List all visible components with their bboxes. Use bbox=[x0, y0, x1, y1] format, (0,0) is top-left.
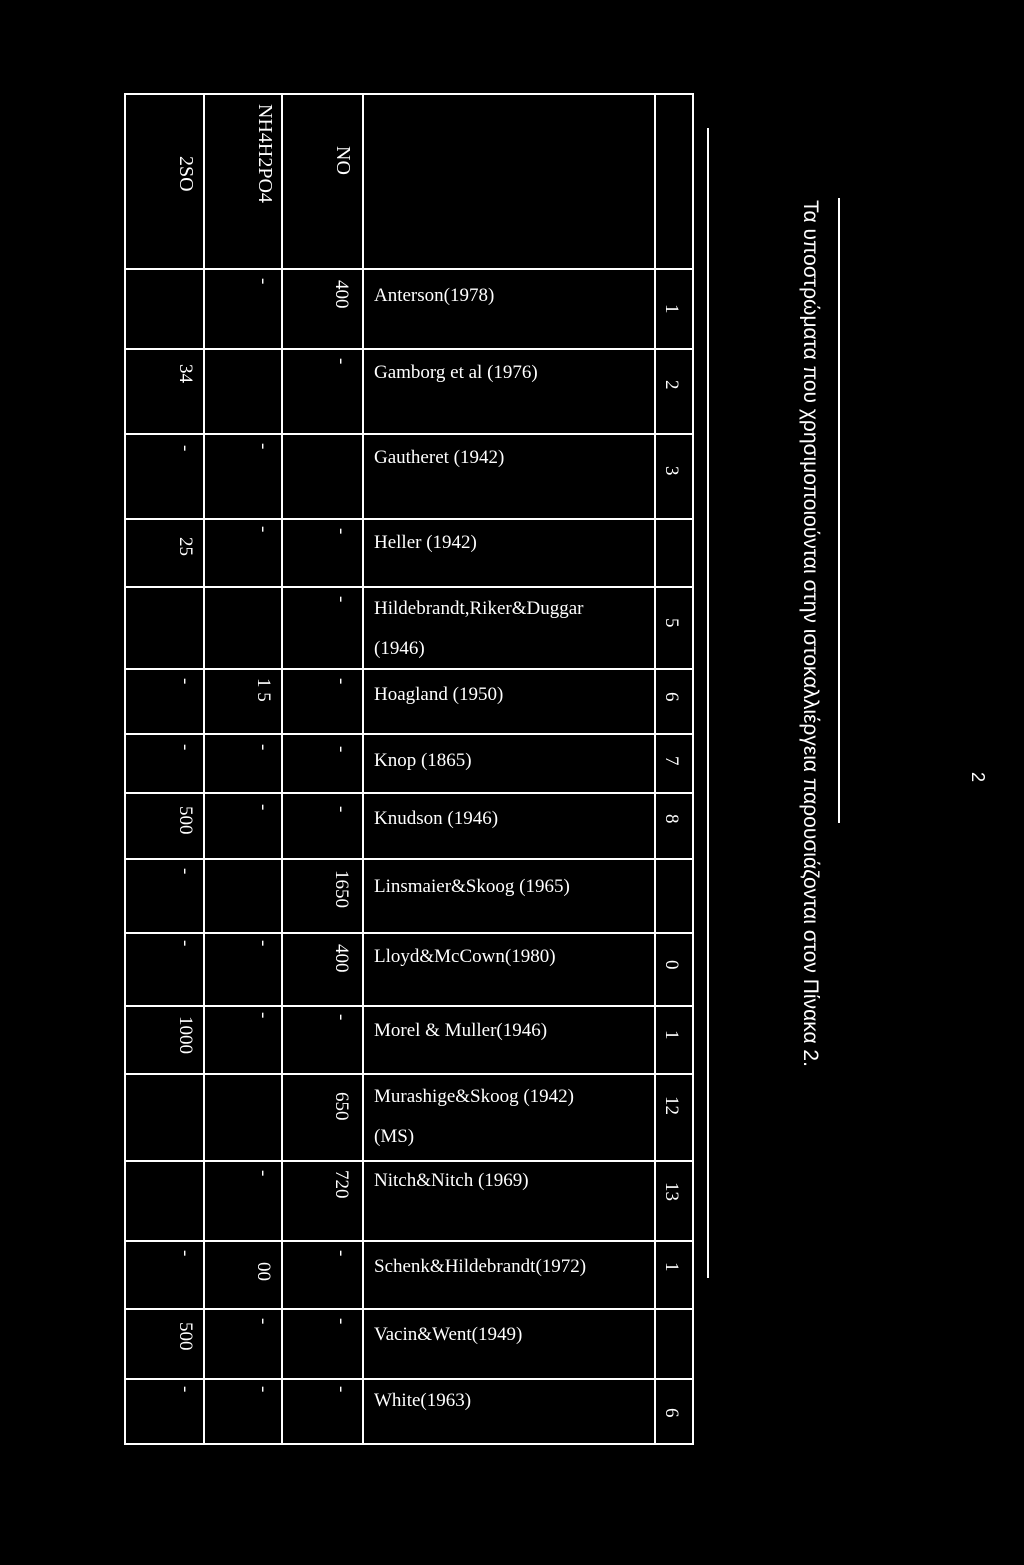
medium-name: Schenk&Hildebrandt(1972) bbox=[374, 1256, 587, 1277]
row-label-no: NO bbox=[332, 146, 354, 175]
value-nh4h2po4: 00 bbox=[253, 1262, 274, 1281]
value-2so: 34 bbox=[175, 364, 196, 383]
row-label-nh4h2po4: NH4H2PO4 bbox=[254, 104, 276, 203]
row-index: 7 bbox=[661, 756, 682, 766]
value-nh4h2po4: - bbox=[253, 744, 274, 751]
value-no: - bbox=[331, 528, 352, 535]
medium-name: Heller (1942) bbox=[374, 532, 477, 553]
medium-name: Lloyd&McCown(1980) bbox=[374, 946, 556, 967]
medium-name: White(1963) bbox=[374, 1390, 472, 1411]
row-line bbox=[124, 1073, 694, 1075]
medium-name: Hoagland (1950) bbox=[374, 684, 504, 705]
row-line bbox=[124, 433, 694, 435]
value-2so: 1000 bbox=[175, 1016, 196, 1054]
row-line bbox=[124, 792, 694, 794]
medium-name: Anterson(1978) bbox=[374, 285, 495, 306]
value-nh4h2po4: - bbox=[253, 940, 274, 947]
value-nh4h2po4: - bbox=[253, 443, 274, 450]
value-2so: - bbox=[175, 1386, 196, 1393]
medium-name: Knop (1865) bbox=[374, 750, 472, 771]
value-no: 1650 bbox=[331, 870, 352, 908]
medium-name-continued: (MS) bbox=[374, 1126, 415, 1147]
value-nh4h2po4: - bbox=[253, 1318, 274, 1325]
value-2so: 500 bbox=[175, 806, 196, 835]
value-no: - bbox=[331, 1014, 352, 1021]
row-index: 6 bbox=[661, 692, 682, 702]
value-2so: - bbox=[175, 744, 196, 751]
value-nh4h2po4: - bbox=[253, 526, 274, 533]
row-index: 2 bbox=[661, 380, 682, 390]
row-index: 0 bbox=[661, 960, 682, 970]
value-no: - bbox=[331, 358, 352, 365]
value-2so: 25 bbox=[175, 537, 196, 556]
value-2so: - bbox=[175, 1250, 196, 1257]
col-line bbox=[362, 93, 364, 1445]
col-line bbox=[654, 93, 656, 1445]
row-line bbox=[124, 1308, 694, 1310]
row-index: 1 bbox=[661, 1030, 682, 1040]
medium-name: Vacin&Went(1949) bbox=[374, 1324, 523, 1345]
value-no: - bbox=[331, 806, 352, 813]
table-side-rule bbox=[707, 128, 709, 1278]
row-index: 1 bbox=[661, 304, 682, 314]
col-line bbox=[281, 93, 283, 1445]
value-2so: - bbox=[175, 678, 196, 685]
col-line bbox=[203, 93, 205, 1445]
value-no: 400 bbox=[331, 280, 352, 309]
row-line bbox=[124, 932, 694, 934]
medium-name: Murashige&Skoog (1942) bbox=[374, 1086, 575, 1107]
page-number: 2 bbox=[968, 772, 988, 783]
value-no: 720 bbox=[331, 1170, 352, 1199]
medium-name: Gamborg et al (1976) bbox=[374, 362, 538, 383]
row-line bbox=[124, 1240, 694, 1242]
value-nh4h2po4: - bbox=[253, 1012, 274, 1019]
row-line bbox=[124, 586, 694, 588]
row-index: 6 bbox=[661, 1408, 682, 1418]
row-line bbox=[124, 733, 694, 735]
medium-name: Nitch&Nitch (1969) bbox=[374, 1170, 529, 1191]
value-2so: - bbox=[175, 445, 196, 452]
row-index: 12 bbox=[661, 1096, 682, 1115]
medium-name: Gautheret (1942) bbox=[374, 447, 505, 468]
medium-name-continued: (1946) bbox=[374, 638, 425, 659]
row-index: 3 bbox=[661, 466, 682, 476]
row-line bbox=[124, 348, 694, 350]
row-label-2so: 2SO bbox=[175, 156, 197, 192]
value-no: - bbox=[331, 678, 352, 685]
value-nh4h2po4: 1 5 bbox=[253, 678, 274, 702]
row-index: 13 bbox=[661, 1182, 682, 1201]
value-nh4h2po4: - bbox=[253, 278, 274, 285]
medium-name: Hildebrandt,Riker&Duggar bbox=[374, 598, 584, 619]
row-index: 8 bbox=[661, 814, 682, 824]
medium-name: Morel & Muller(1946) bbox=[374, 1020, 548, 1041]
row-line bbox=[124, 668, 694, 670]
row-line bbox=[124, 1005, 694, 1007]
row-index: 5 bbox=[661, 618, 682, 628]
caption-rule bbox=[838, 198, 840, 823]
value-2so: - bbox=[175, 940, 196, 947]
value-no: 400 bbox=[331, 944, 352, 973]
value-no: - bbox=[331, 596, 352, 603]
value-no: - bbox=[331, 746, 352, 753]
row-line bbox=[124, 268, 694, 270]
value-nh4h2po4: - bbox=[253, 804, 274, 811]
value-2so: - bbox=[175, 868, 196, 875]
row-line bbox=[124, 1378, 694, 1380]
value-2so: 500 bbox=[175, 1322, 196, 1351]
row-line bbox=[124, 518, 694, 520]
caption-text: Τα υποστρώματα που χρησιμοποιούνται στην ιστοκαλλιέργεια παρουσιάζονται στον Πίνακα 2. bbox=[799, 200, 822, 1067]
row-line bbox=[124, 1160, 694, 1162]
value-nh4h2po4: - bbox=[253, 1170, 274, 1177]
value-no: - bbox=[331, 1318, 352, 1325]
value-no: - bbox=[331, 1250, 352, 1257]
value-no: 650 bbox=[331, 1092, 352, 1121]
value-nh4h2po4: - bbox=[253, 1386, 274, 1393]
medium-name: Knudson (1946) bbox=[374, 808, 499, 829]
medium-name: Linsmaier&Skoog (1965) bbox=[374, 876, 570, 897]
value-no: - bbox=[331, 1386, 352, 1393]
row-line bbox=[124, 858, 694, 860]
row-index: 1 bbox=[661, 1262, 682, 1272]
